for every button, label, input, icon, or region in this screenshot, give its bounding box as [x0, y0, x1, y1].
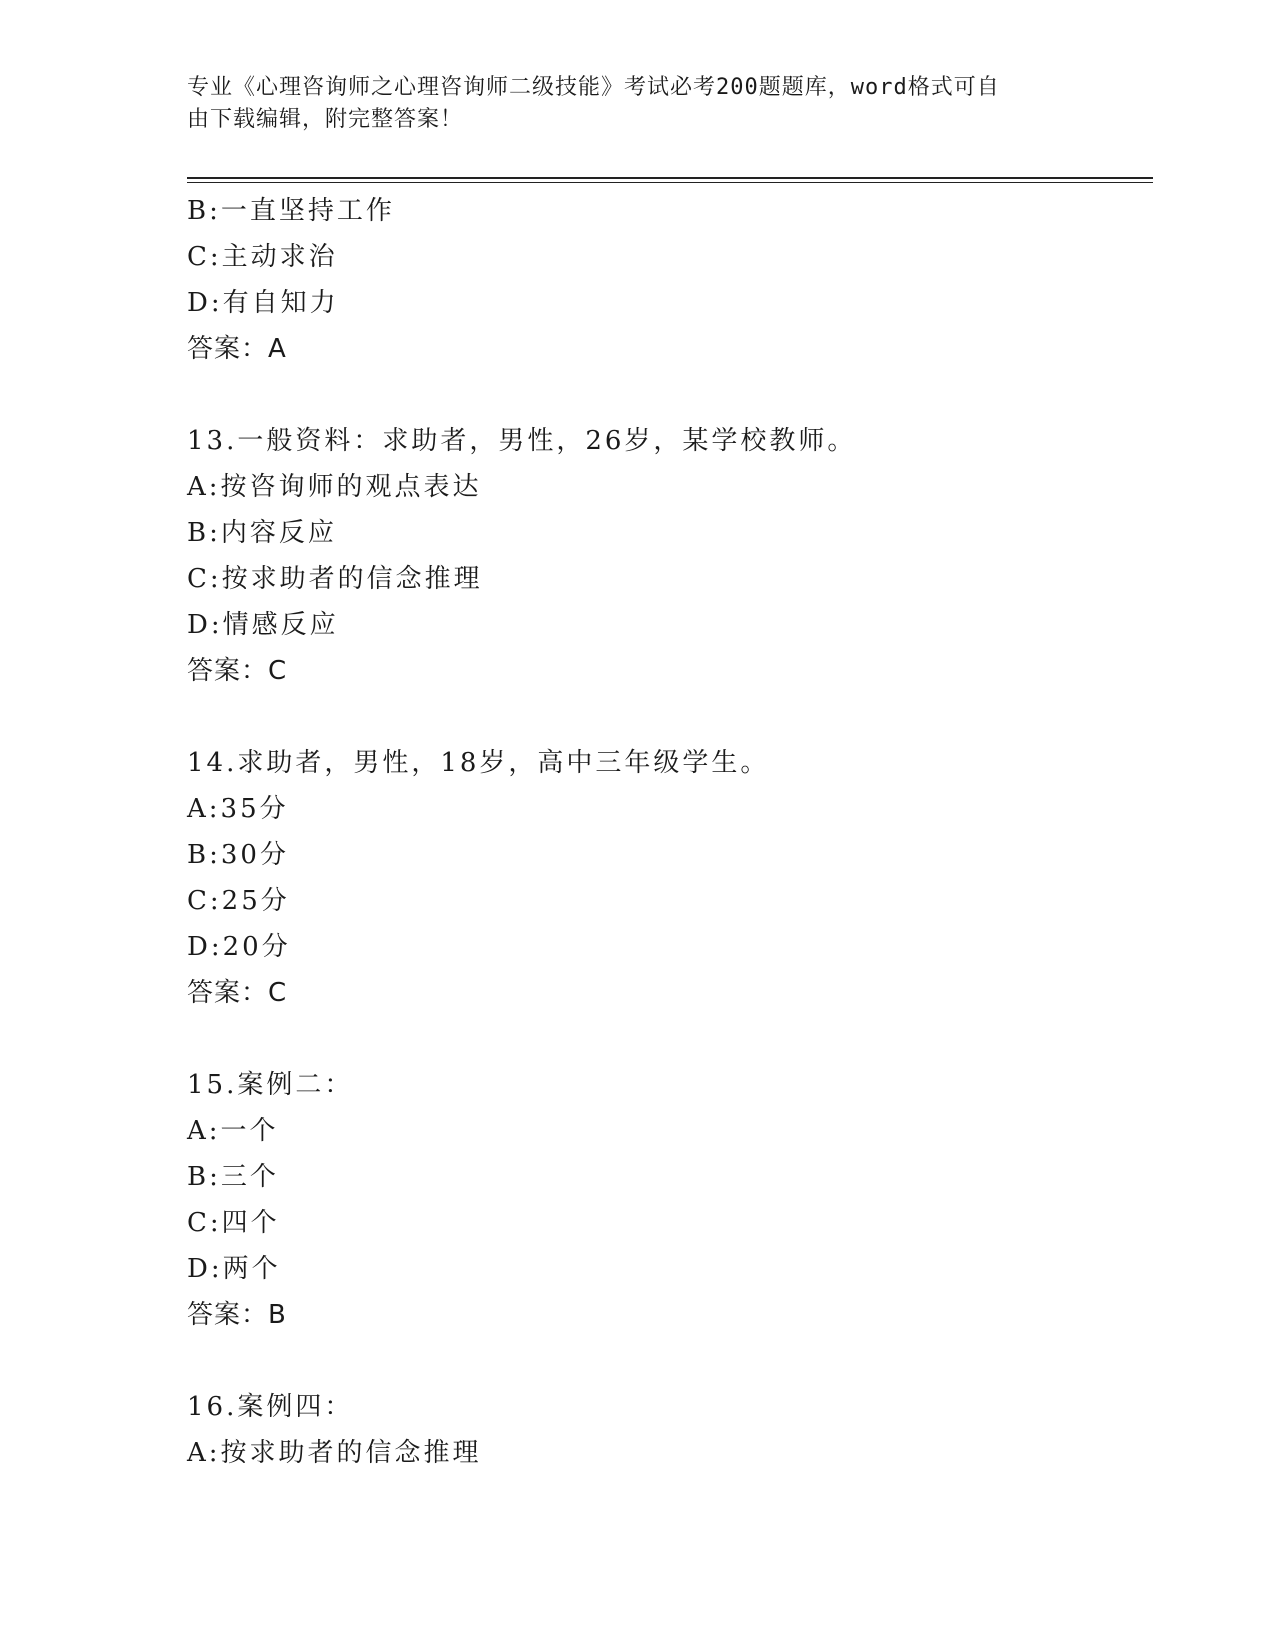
option-a: A:一个 [187, 1116, 279, 1146]
option-d: D:有自知力 [187, 288, 339, 318]
question-stem: 15.案例二： [187, 1070, 354, 1100]
answer-line: 答案：B [187, 1300, 287, 1330]
option-c: C:主动求治 [187, 242, 338, 272]
document-header [187, 72, 1067, 136]
spacer [187, 694, 1147, 740]
option-b: B:30分 [187, 840, 289, 870]
option-b: B:三个 [187, 1162, 279, 1192]
question-list [187, 188, 1147, 1476]
option-d: D:情感反应 [187, 610, 339, 640]
spacer [187, 372, 1147, 418]
header-line-1: 专业《心理咨询师之心理咨询师二级技能》考试必考200题题库，word格式可自 [187, 75, 1000, 100]
question-stem: 16.案例四： [187, 1392, 354, 1422]
header-line-2: 由下载编辑，附完整答案！ [187, 107, 464, 132]
option-b: B:一直坚持工作 [187, 196, 395, 226]
option-d: D:两个 [187, 1254, 281, 1284]
question-16 [187, 1384, 1147, 1476]
option-c: C:按求助者的信念推理 [187, 564, 483, 594]
option-a: A:按咨询师的观点表达 [187, 472, 482, 502]
header-divider-thin [187, 182, 1153, 183]
spacer [187, 1016, 1147, 1062]
answer-line: 答案：C [187, 656, 288, 686]
option-a: A:35分 [187, 794, 289, 824]
option-a: A:按求助者的信念推理 [187, 1438, 482, 1468]
option-d: D:20分 [187, 932, 291, 962]
option-c: C:四个 [187, 1208, 280, 1238]
header-divider-thick [187, 177, 1153, 179]
question-stem: 14.求助者，男性，18岁，高中三年级学生。 [187, 748, 770, 778]
question-13 [187, 418, 1147, 694]
question-stem: 13.一般资料：求助者，男性，26岁，某学校教师。 [187, 426, 857, 456]
answer-line: 答案：A [187, 334, 287, 364]
option-b: B:内容反应 [187, 518, 337, 548]
question-14 [187, 740, 1147, 1016]
answer-line: 答案：C [187, 978, 288, 1008]
prev-question [187, 188, 1147, 372]
option-c: C:25分 [187, 886, 290, 916]
spacer [187, 1338, 1147, 1384]
question-15 [187, 1062, 1147, 1338]
